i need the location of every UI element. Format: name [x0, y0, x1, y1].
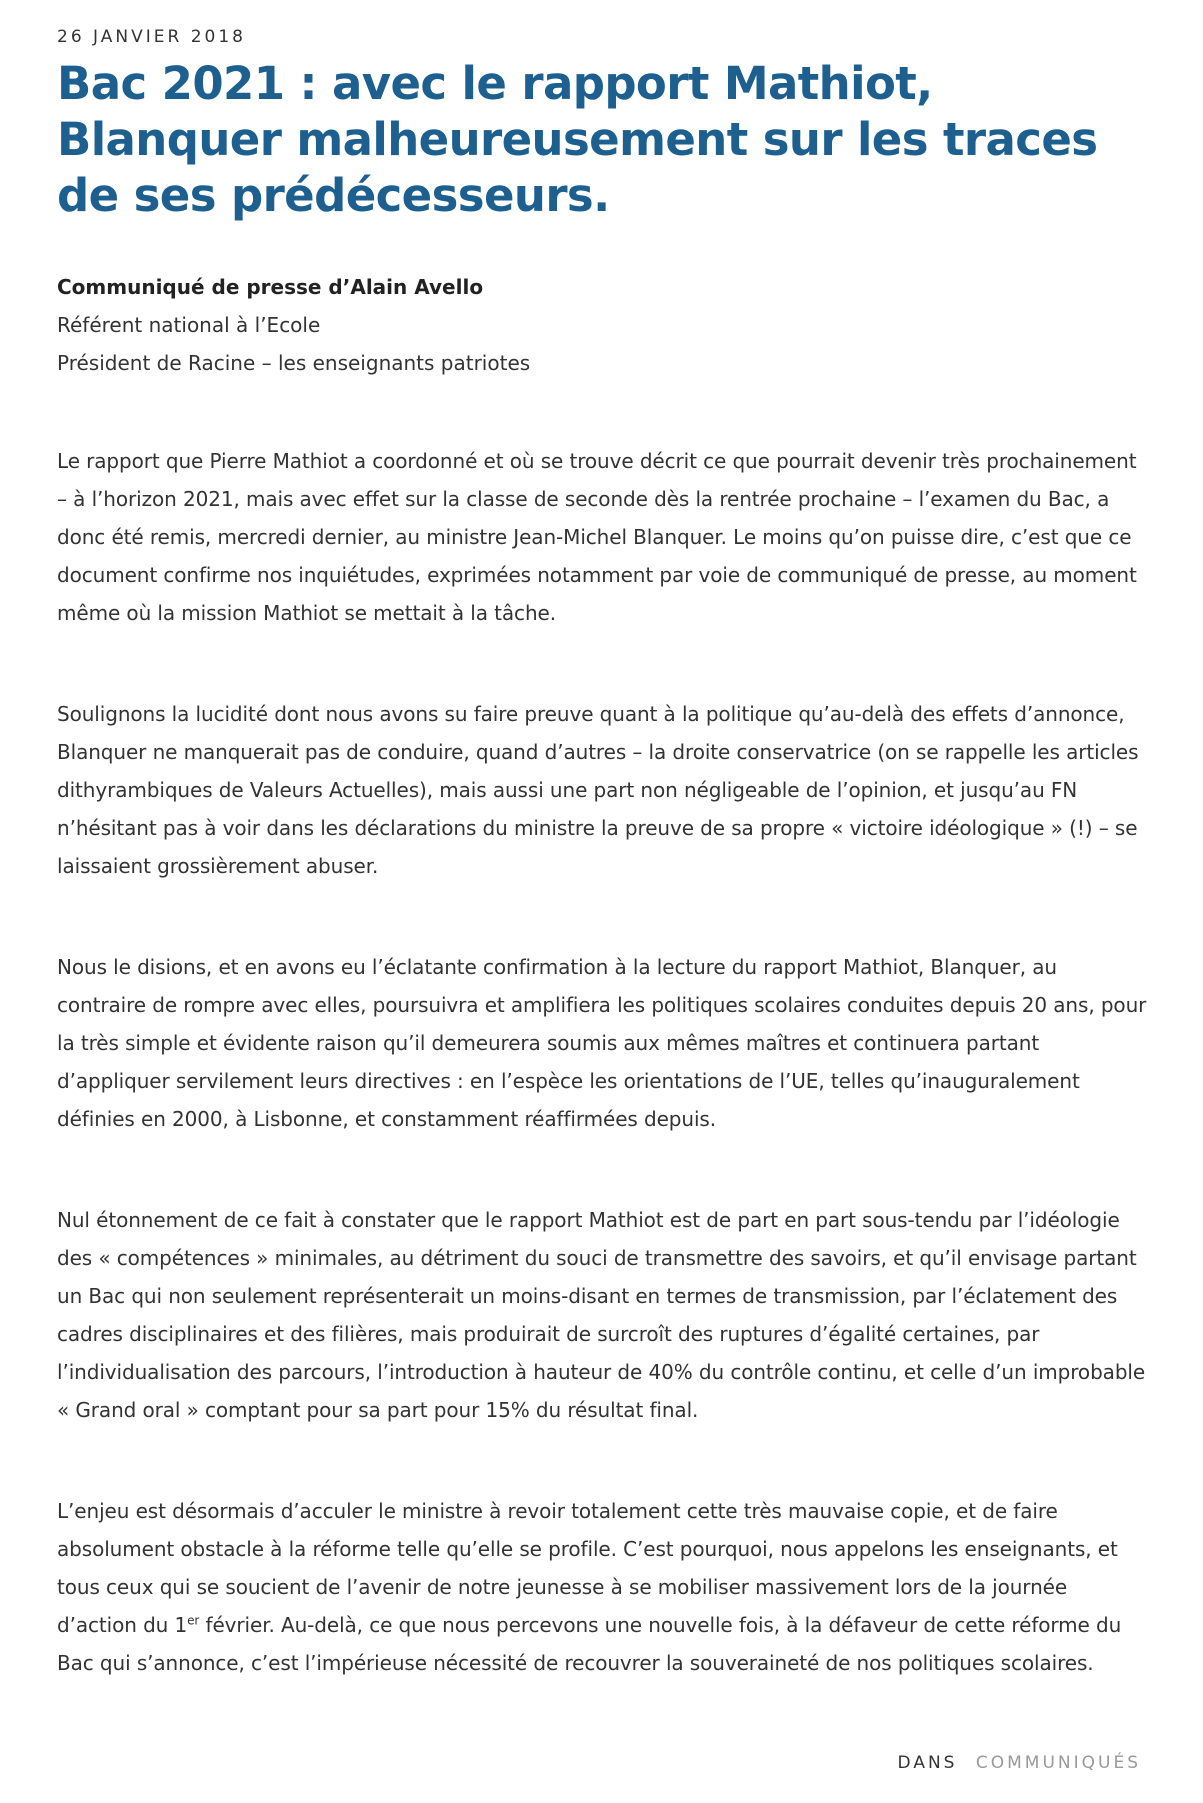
paragraph-5-text-b: février. Au-delà, ce que nous percevons une nouvelle fois, à la défaveur de cette réforme du Bac qui s’annonce, c’est l’impérieuse nécessité de recouvrer la souveraineté de nos politiques scolaires.	[57, 1613, 1122, 1675]
paragraph-2: Soulignons la lucidité dont nous avons su faire preuve quant à la politique qu’au-delà des effets d’annonce, Blanquer ne manquerait pas de conduire, quand d’autres – la droite conservatrice (on se rappelle les articles dithyrambiques de Valeurs Actuelles), mais aussi une part non négligeable de l’opinion, et jusqu’au FN n’hésitant pas à voir dans les déclarations du ministre la preuve de sa propre « victoire idéologique » (!) – se laissaient grossièrement abuser.	[57, 702, 1139, 878]
byline-role-referent: Référent national à l’Ecole	[57, 313, 321, 337]
byline	[57, 268, 1147, 382]
paragraph-5	[57, 1492, 1147, 1682]
category-link[interactable]: COMMUNIQUÉS	[975, 1753, 1141, 1773]
paragraph-4: Nul étonnement de ce fait à constater que le rapport Mathiot est de part en part sous-tendu par l’idéologie des « compétences » minimales, au détriment du souci de transmettre des savoirs, et qu’il envisage partant un Bac qui non seulement représenterait un moins-disant en termes de transmission, par l’éclatement des cadres disciplinaires et des filières, mais produirait de surcroît des ruptures d’égalité certaines, par l’individualisation des parcours, l’introduction à hauteur de 40% du contrôle continu, et celle d’un improbable « Grand oral » comptant pour sa part pour 15% du résultat final.	[57, 1208, 1146, 1422]
paragraph-1: Le rapport que Pierre Mathiot a coordonné et où se trouve décrit ce que pourrait devenir très prochainement – à l’horizon 2021, mais avec effet sur la classe de seconde dès la rentrée prochaine – l’examen du Bac, a donc été remis, mercredi dernier, au ministre Jean-Michel Blanquer. Le moins qu’on puisse dire, c’est que ce document confirme nos inquiétudes, exprimées notamment par voie de communiqué de presse, au moment même où la mission Mathiot se mettait à la tâche.	[57, 449, 1137, 625]
paragraph-3: Nous le disions, et en avons eu l’éclatante confirmation à la lecture du rapport Mathiot, Blanquer, au contraire de rompre avec elles, poursuivra et amplifiera les politiques scolaires conduites depuis 20 ans, pour la très simple et évidente raison qu’il demeurera soumis aux mêmes maîtres et continuera partant d’appliquer servilement leurs directives : en l’espèce les orientations de l’UE, telles qu’inauguralement définies en 2000, à Lisbonne, et constamment réaffirmées depuis.	[57, 955, 1147, 1131]
article	[57, 0, 1147, 1682]
post-date: 26 JANVIER 2018	[57, 27, 246, 47]
post-category	[898, 1752, 1141, 1774]
byline-role-president: Président de Racine – les enseignants patriotes	[57, 351, 531, 375]
article-title: Bac 2021 : avec le rapport Mathiot, Blanquer malheureusement sur les traces de ses prédécesseurs.	[57, 57, 1098, 222]
category-label: DANS	[897, 1753, 958, 1773]
byline-author: Communiqué de presse d’Alain Avello	[57, 275, 484, 299]
paragraph-5-text-a: L’enjeu est désormais d’acculer le ministre à revoir totalement cette très mauvaise copie, et de faire absolument obstacle à la réforme telle qu’elle se profile. C’est pourquoi, nous appelons les enseignants, et tous ceux qui se soucient de l’avenir de notre jeunesse à se mobiliser massivement lors de la journée d’action du 1	[57, 1499, 1118, 1637]
ordinal-superscript: er	[187, 1613, 200, 1628]
